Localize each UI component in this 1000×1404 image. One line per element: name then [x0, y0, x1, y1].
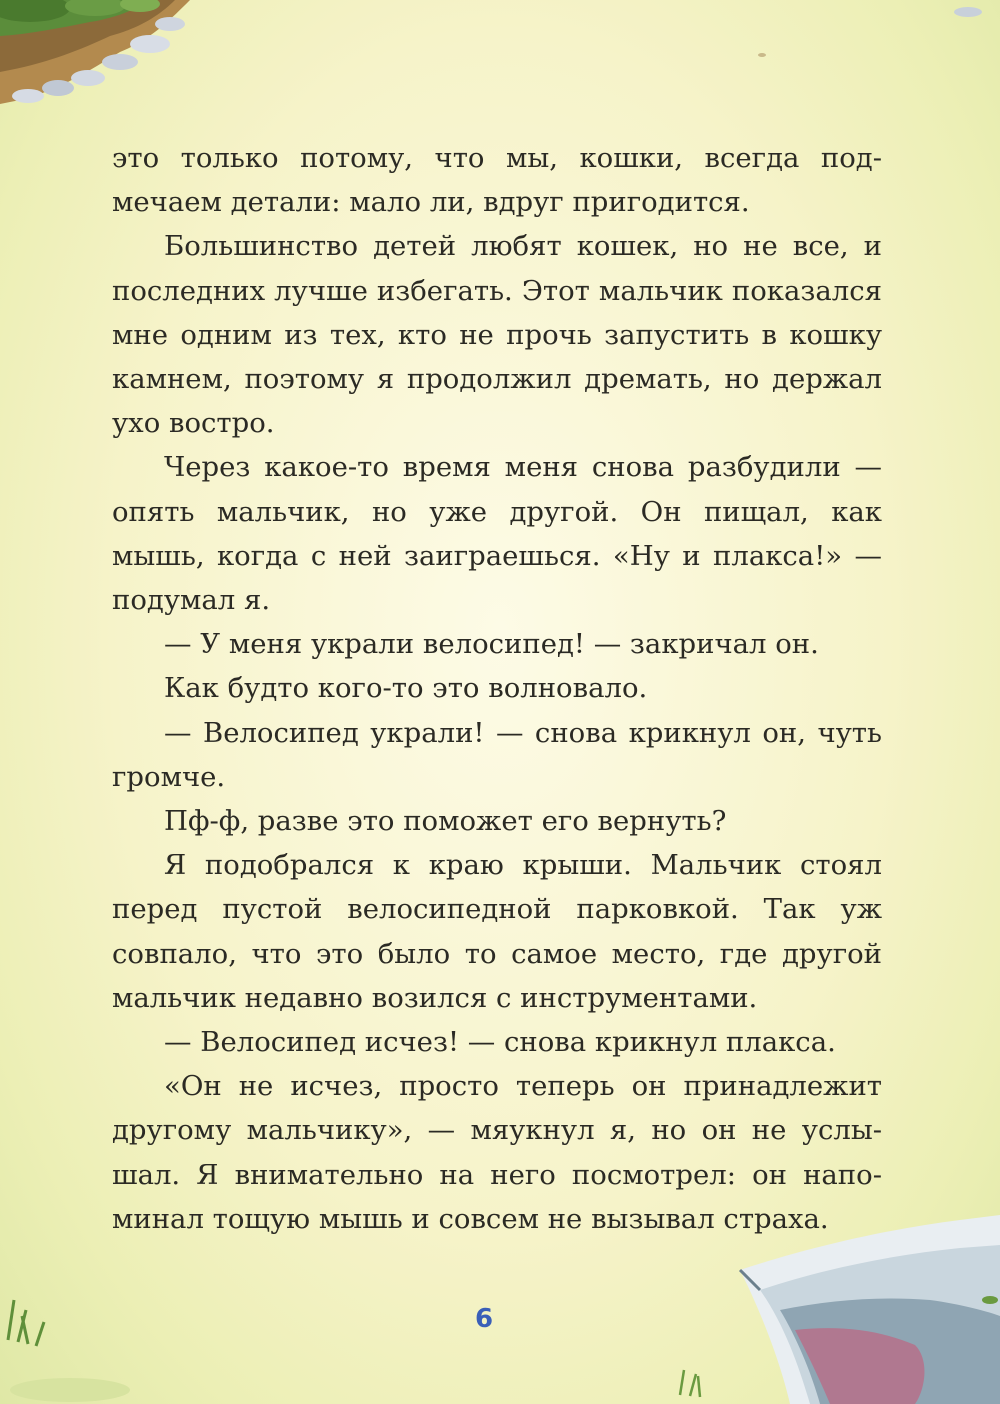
garden-corner-illustration: [0, 0, 190, 104]
paragraph-1: это только потому, что мы, кошки, всегда подмечаем детали: мало ли, вдруг пригодится.: [112, 142, 882, 219]
grass-illustration: [8, 1300, 44, 1346]
paragraph-9: — Велосипед исчез! — снова крикнул плакса.: [164, 1026, 836, 1059]
paragraph-7: Пф-ф, разве это поможет его вернуть?: [164, 805, 727, 838]
paragraph-6: — Велосипед украли! — снова крикнул он, чуть громче.: [112, 716, 882, 793]
paragraph-5: Как будто кого-то это волновало.: [164, 672, 648, 705]
paragraph-4: — У меня украли велосипед! — закричал он.: [164, 628, 819, 661]
page-number: 6: [474, 1304, 494, 1334]
paragraph-3: Через какое-то время меня снова разбудили — опять мальчик, но уже другой. Он пищал, как мышь, когда с ней заиграешься. «Ну и плакса!» — подумал я.: [112, 451, 882, 617]
paragraph-2: Большинство детей любят кошек, но не все, и последних лучше избегать. Этот мальчик показался мне одним из тех, кто не прочь запустить в кошку камнем, поэтому я продолжил дремать, но держал ухо востро.: [112, 230, 882, 440]
paragraph-10: «Он не исчез, просто теперь он принадлежит другому мальчику», — мяукнул я, но он не услышал. Я внимательно на него посмотрел: он напоминал тощую мышь и совсем не вызывал страха.: [112, 1070, 882, 1235]
body-text: [112, 136, 882, 1241]
paragraph-8: Я подобрался к краю крыши. Мальчик стоял перед пустой велосипедной парковкой. Так уж совпало, что это было то самое место, где другой мальчик недавно возился с инструментами.: [112, 849, 882, 1014]
roof-corner-illustration: [740, 1215, 1000, 1404]
